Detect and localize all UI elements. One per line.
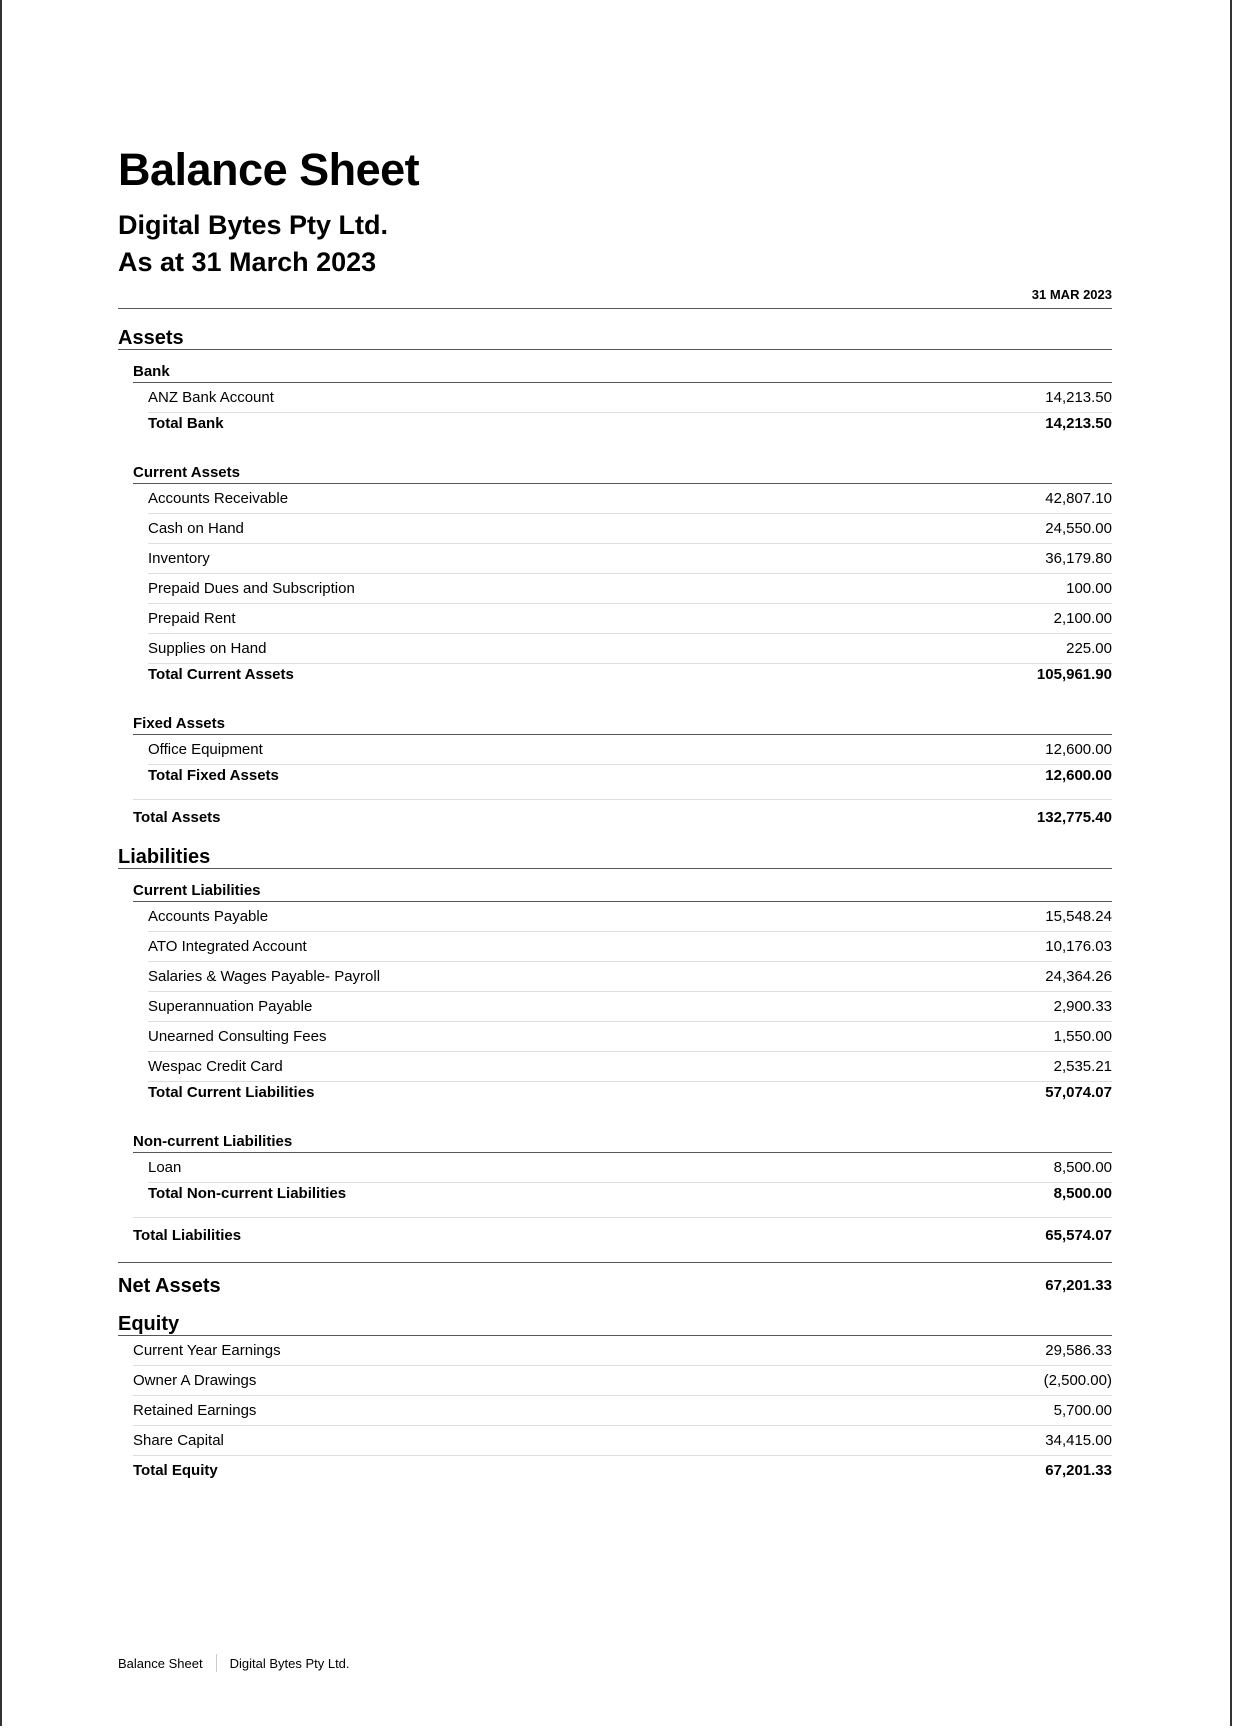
total-liabilities-amount: 65,574.07: [1045, 1227, 1112, 1244]
row-amount: 10,176.03: [1045, 938, 1112, 955]
total-assets-amount: 132,775.40: [1036, 809, 1112, 826]
liabilities-heading: Liabilities: [118, 838, 1112, 869]
row-label: Owner A Drawings: [133, 1372, 257, 1389]
row-label: Salaries & Wages Payable- Payroll: [148, 968, 381, 985]
row-amount: 2,535.21: [1053, 1058, 1112, 1075]
table-row: [148, 1153, 1112, 1183]
equity-heading: Equity: [118, 1299, 1112, 1336]
table-row: [148, 634, 1112, 664]
row-amount: 24,550.00: [1045, 520, 1112, 537]
report-date: As at 31 March 2023: [118, 247, 377, 277]
row-amount: 8,500.00: [1053, 1159, 1112, 1176]
row-amount: 24,364.26: [1045, 968, 1112, 985]
row-amount: 100.00: [1066, 580, 1112, 597]
row-label: Superannuation Payable: [148, 998, 313, 1015]
current-liabilities-heading: Current Liabilities: [133, 881, 1112, 902]
current-liabilities-group: [133, 881, 1112, 1106]
row-amount: 225.00: [1066, 640, 1112, 657]
fixed-assets-heading: Fixed Assets: [133, 714, 1112, 735]
row-label: Prepaid Rent: [148, 610, 236, 627]
table-row: [148, 902, 1112, 932]
table-row: [148, 514, 1112, 544]
total-row: [148, 1183, 1112, 1207]
table-row: [148, 574, 1112, 604]
current-assets-heading: Current Assets: [133, 463, 1112, 484]
total-row: [148, 1082, 1112, 1106]
row-amount: 2,900.33: [1053, 998, 1112, 1015]
table-row: [148, 383, 1112, 413]
row-label: Share Capital: [133, 1432, 224, 1449]
row-label: Office Equipment: [148, 741, 263, 758]
page-footer: [118, 1654, 350, 1672]
footer-organisation: Digital Bytes Pty Ltd.: [229, 1655, 350, 1671]
table-row: [148, 1052, 1112, 1082]
table-row: [148, 484, 1112, 514]
total-label: Total Current Assets: [148, 666, 294, 683]
row-amount: 5,700.00: [1053, 1402, 1112, 1419]
total-label: Total Fixed Assets: [148, 767, 279, 784]
row-amount: 36,179.80: [1045, 550, 1112, 567]
row-label: Retained Earnings: [133, 1402, 257, 1419]
assets-heading: Assets: [118, 309, 1112, 350]
footer-divider: [216, 1654, 217, 1672]
footer-report-name: Balance Sheet: [118, 1655, 203, 1671]
total-liabilities-label: Total Liabilities: [133, 1227, 242, 1244]
table-row: [148, 932, 1112, 962]
total-liabilities-row: [133, 1217, 1112, 1256]
current-assets-group: [133, 463, 1112, 688]
balance-sheet-table: [118, 280, 1112, 1485]
row-label: Current Year Earnings: [133, 1342, 281, 1359]
bank-group: [133, 362, 1112, 437]
net-assets-label: Net Assets: [118, 1275, 221, 1297]
bank-heading: Bank: [133, 362, 1112, 383]
row-label: Supplies on Hand: [148, 640, 267, 657]
row-label: Prepaid Dues and Subscription: [148, 580, 355, 597]
table-row: [133, 1396, 1112, 1426]
total-assets-label: Total Assets: [133, 809, 221, 826]
row-label: Accounts Receivable: [148, 490, 289, 507]
table-row: [133, 1336, 1112, 1366]
table-row: [133, 1366, 1112, 1396]
total-label: Total Current Liabilities: [148, 1084, 315, 1101]
row-amount: 1,550.00: [1053, 1028, 1112, 1045]
row-amount: 34,415.00: [1045, 1432, 1112, 1449]
row-label: Unearned Consulting Fees: [148, 1028, 327, 1045]
table-row: [148, 962, 1112, 992]
total-assets-row: [133, 799, 1112, 838]
net-assets-row: [118, 1262, 1112, 1299]
total-row: [148, 413, 1112, 437]
row-label: Wespac Credit Card: [148, 1058, 283, 1075]
table-row: [148, 544, 1112, 574]
total-equity-label: Total Equity: [133, 1462, 218, 1479]
row-amount: 42,807.10: [1045, 490, 1112, 507]
row-amount: 12,600.00: [1045, 741, 1112, 758]
row-label: Accounts Payable: [148, 908, 269, 925]
row-label: Loan: [148, 1159, 182, 1176]
table-row: [148, 604, 1112, 634]
row-label: Cash on Hand: [148, 520, 244, 537]
row-amount: 15,548.24: [1045, 908, 1112, 925]
row-amount: (2,500.00): [1043, 1372, 1112, 1389]
noncurrent-liabilities-group: [133, 1132, 1112, 1207]
row-label: ATO Integrated Account: [148, 938, 307, 955]
total-equity-amount: 67,201.33: [1045, 1462, 1112, 1479]
table-row: [133, 1426, 1112, 1456]
total-row: [148, 765, 1112, 789]
table-row: [148, 992, 1112, 1022]
column-header: [118, 280, 1112, 309]
total-label: Total Bank: [148, 415, 224, 432]
row-amount: 14,213.50: [1045, 389, 1112, 406]
total-amount: 57,074.07: [1045, 1084, 1112, 1101]
total-amount: 105,961.90: [1036, 666, 1112, 683]
row-label: Inventory: [148, 550, 210, 567]
table-row: [148, 735, 1112, 765]
row-amount: 29,586.33: [1045, 1342, 1112, 1359]
total-amount: 12,600.00: [1045, 767, 1112, 784]
organisation-name: Digital Bytes Pty Ltd.: [118, 210, 389, 240]
page-title: Balance Sheet: [118, 144, 420, 195]
table-row: [148, 1022, 1112, 1052]
fixed-assets-group: [133, 714, 1112, 789]
total-amount: 8,500.00: [1053, 1185, 1112, 1202]
row-amount: 2,100.00: [1053, 610, 1112, 627]
noncurrent-liabilities-heading: Non-current Liabilities: [133, 1132, 1112, 1153]
column-date: 31 MAR 2023: [1031, 287, 1112, 302]
net-assets-amount: 67,201.33: [1045, 1277, 1112, 1294]
total-amount: 14,213.50: [1045, 415, 1112, 432]
total-row: [148, 664, 1112, 688]
total-equity-row: [133, 1456, 1112, 1485]
row-label: ANZ Bank Account: [148, 389, 274, 406]
total-label: Total Non-current Liabilities: [148, 1185, 347, 1202]
